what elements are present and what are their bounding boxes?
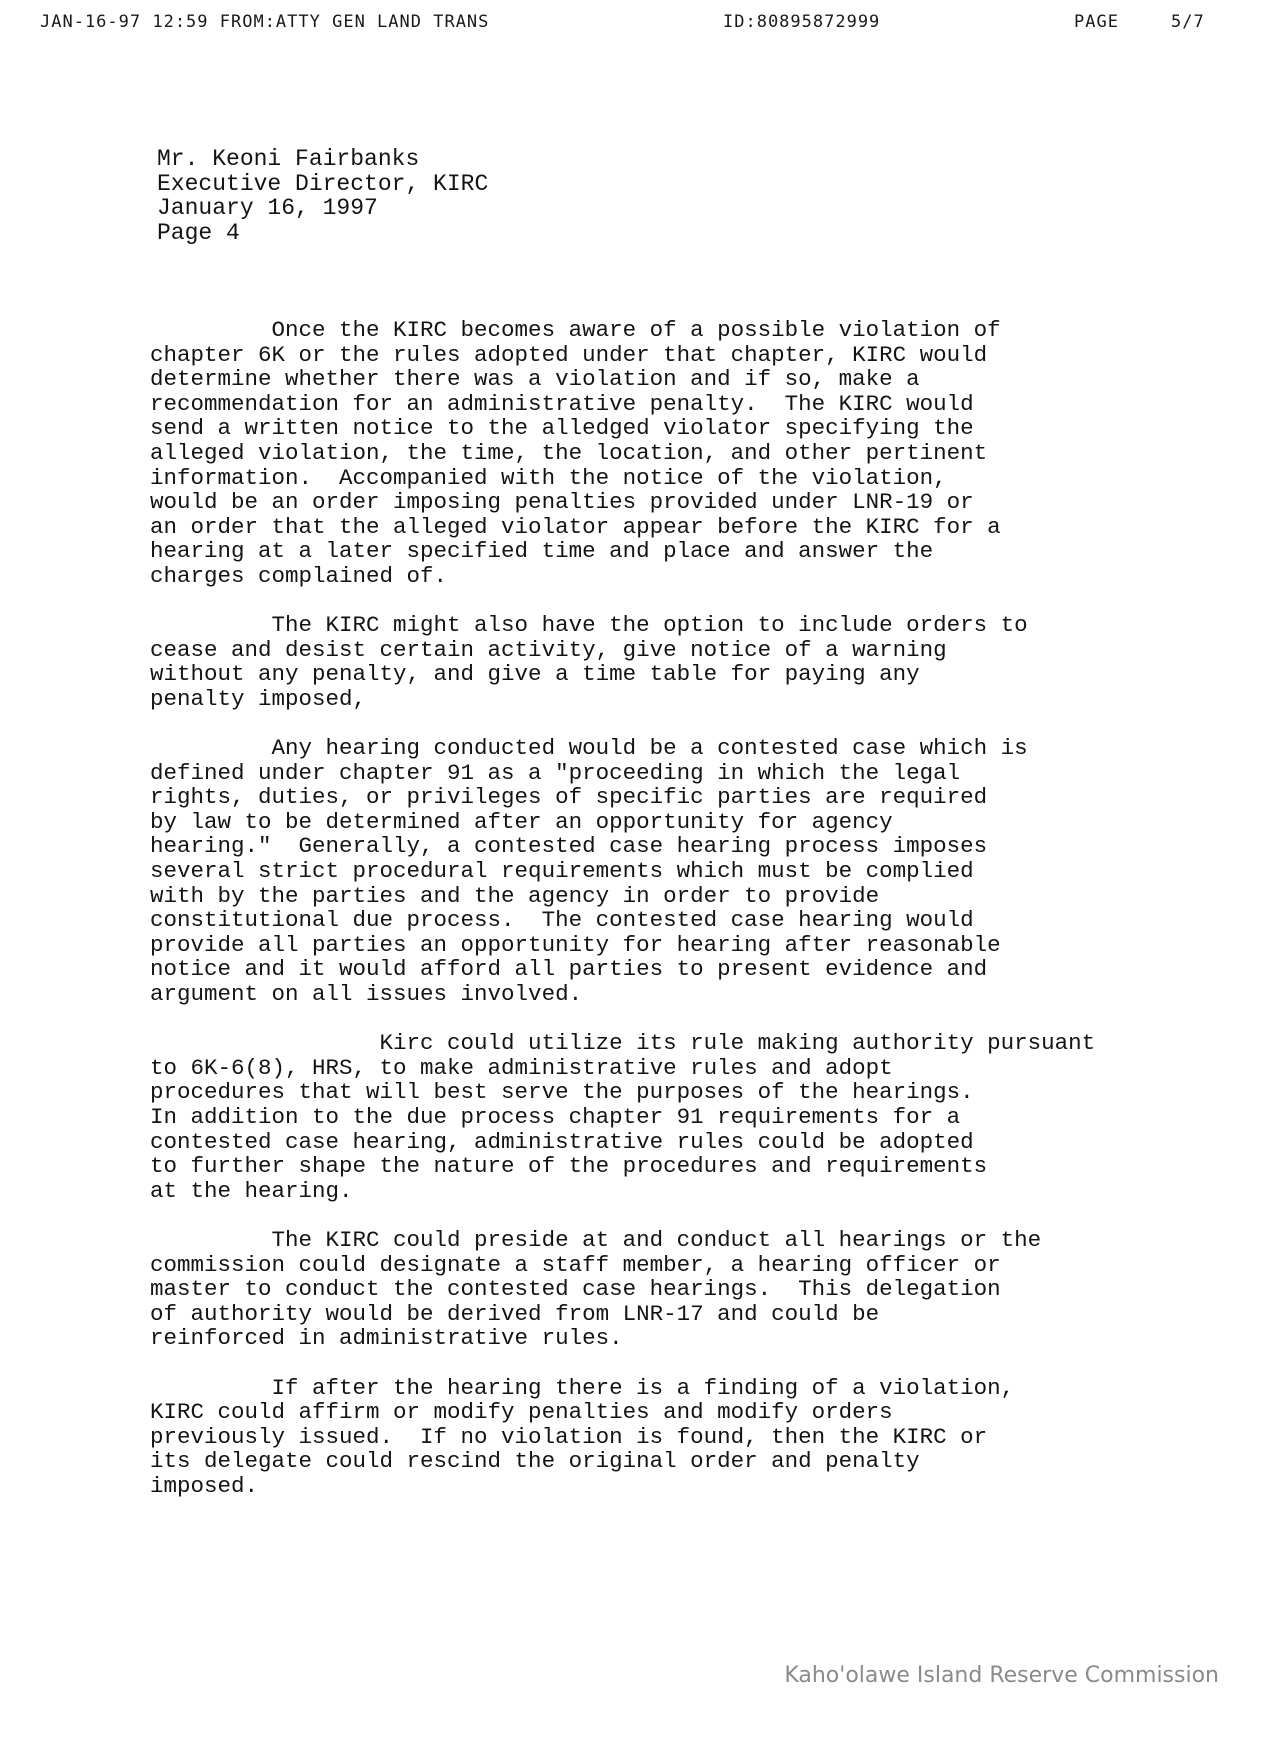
- paragraph-line: cease and desist certain activity, give notice of a warning: [150, 636, 947, 663]
- paragraph-line: with by the parties and the agency in order to provide: [150, 882, 880, 909]
- body-paragraph: [150, 318, 1130, 589]
- paragraph-line: would be an order imposing penalties provided under LNR-19 or: [150, 489, 974, 516]
- paragraph-line: previously issued. If no violation is found, then the KIRC or: [150, 1423, 988, 1450]
- paragraph-line: penalty imposed,: [150, 685, 367, 712]
- paragraph-line: constitutional due process. The contested case hearing would: [150, 907, 974, 934]
- letter-date: January 16, 1997: [157, 195, 378, 221]
- paragraph-line: Kirc could utilize its rule making authority pursuant: [150, 1030, 1096, 1057]
- fax-header: [40, 12, 1240, 38]
- paragraph-line: its delegate could rescind the original order and penalty: [150, 1448, 920, 1475]
- recipient-title: Executive Director, KIRC: [157, 170, 489, 197]
- paragraph-line: recommendation for an administrative penalty. The KIRC would: [150, 390, 974, 417]
- paragraph-line: argument on all issues involved.: [150, 981, 583, 1008]
- paragraph-line: to 6K-6(8), HRS, to make administrative rules and adopt: [150, 1054, 893, 1081]
- paragraph-line: procedures that will best serve the purposes of the hearings.: [150, 1079, 974, 1106]
- paragraph-line: without any penalty, and give a time table for paying any: [150, 661, 920, 688]
- paragraph-line: hearing." Generally, a contested case hearing process imposes: [150, 833, 988, 860]
- paragraph-line: reinforced in administrative rules.: [150, 1325, 623, 1352]
- recipient-name: Mr. Keoni Fairbanks: [157, 146, 420, 172]
- paragraph-line: The KIRC could preside at and conduct all hearings or the: [150, 1226, 1042, 1253]
- body-paragraph: [150, 1228, 1130, 1351]
- paragraph-line: The KIRC might also have the option to include orders to: [150, 612, 1028, 639]
- paragraph-line: imposed.: [150, 1472, 259, 1499]
- body-paragraph: [150, 1376, 1130, 1499]
- paragraph-line: determine whether there was a violation and if so, make a: [150, 366, 920, 393]
- paragraph-line: rights, duties, or privileges of specific parties are required: [150, 784, 988, 811]
- letter-body: [150, 318, 1130, 1523]
- paragraph-line: notice and it would afford all parties to present evidence and: [150, 956, 988, 983]
- paragraph-line: send a written notice to the alledged violator specifying the: [150, 415, 974, 442]
- fax-header-from: JAN-16-97 12:59 FROM:ATTY GEN LAND TRANS: [40, 12, 490, 32]
- fax-header-id: ID:80895872999: [723, 12, 881, 32]
- paragraph-line: master to conduct the contested case hearings. This delegation: [150, 1276, 1001, 1303]
- paragraph-line: alleged violation, the time, the location, and other pertinent: [150, 439, 988, 466]
- paragraph-line: of authority would be derived from LNR-17 and could be: [150, 1300, 880, 1327]
- paragraph-line: In addition to the due process chapter 91 requirements for a: [150, 1104, 961, 1130]
- paragraph-line: Once the KIRC becomes aware of a possible violation of: [150, 317, 1001, 343]
- paragraph-line: contested case hearing, administrative rules could be adopted: [150, 1128, 974, 1155]
- paragraph-line: several strict procedural requirements which must be complied: [150, 858, 974, 885]
- paragraph-line: by law to be determined after an opportunity for agency: [150, 808, 893, 835]
- body-paragraph: [150, 1031, 1130, 1203]
- watermark: Kaho'olawe Island Reserve Commission: [784, 1663, 1219, 1688]
- body-paragraph: [150, 613, 1130, 711]
- paragraph-line: at the hearing.: [150, 1177, 353, 1204]
- paragraph-line: If after the hearing there is a finding of a violation,: [150, 1374, 1015, 1401]
- fax-header-page-number: 5/7: [1171, 12, 1205, 32]
- paragraph-line: hearing at a later specified time and place and answer the: [150, 538, 934, 565]
- paragraph-line: chapter 6K or the rules adopted under that chapter, KIRC would: [150, 341, 988, 368]
- fax-header-page-label: PAGE: [1074, 12, 1119, 32]
- paragraph-line: KIRC could affirm or modify penalties and modify orders: [150, 1399, 893, 1426]
- letter-page-number: Page 4: [157, 219, 240, 246]
- paragraph-line: defined under chapter 91 as a "proceeding in which the legal: [150, 759, 961, 786]
- paragraph-line: Any hearing conducted would be a contested case which is: [150, 735, 1028, 762]
- paragraph-line: an order that the alleged violator appear before the KIRC for a: [150, 513, 1001, 540]
- recipient-block: [157, 147, 488, 245]
- paragraph-line: charges complained of.: [150, 562, 448, 589]
- paragraph-line: information. Accompanied with the notice of the violation,: [150, 464, 947, 491]
- body-paragraph: [150, 736, 1130, 1007]
- paragraph-line: provide all parties an opportunity for hearing after reasonable: [150, 931, 1001, 958]
- paragraph-line: commission could designate a staff member, a hearing officer or: [150, 1251, 1001, 1278]
- paragraph-line: to further shape the nature of the procedures and requirements: [150, 1153, 988, 1180]
